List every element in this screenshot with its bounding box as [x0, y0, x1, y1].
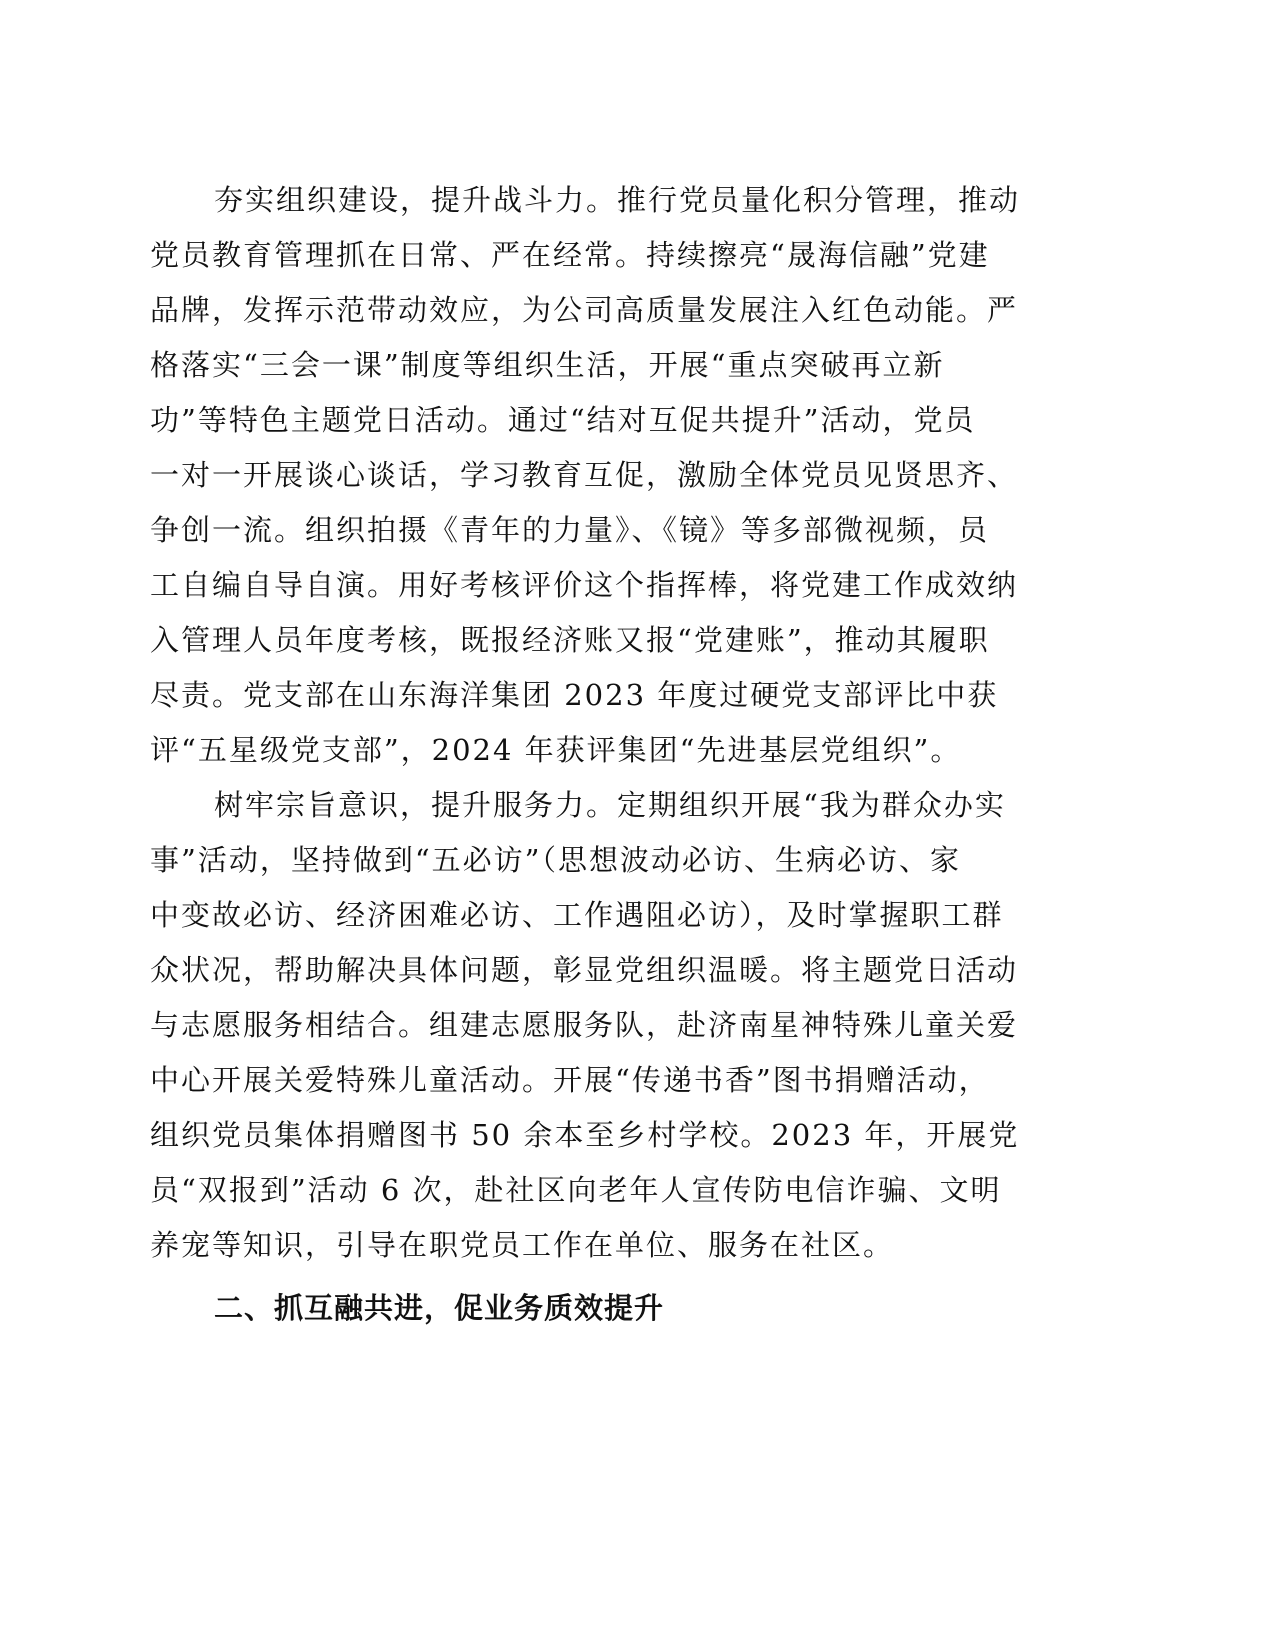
paragraph-2-line-5: 与志愿服务相结合。组建志愿服务队，赴济南星神特殊儿童关爱	[150, 1008, 1019, 1042]
paragraph-2-line-2: 事”活动，坚持做到“五必访”（思想波动必访、生病必访、家	[150, 843, 961, 877]
paragraph-1-line-1: 夯实组织建设，提升战斗力。推行党员量化积分管理，推动	[214, 183, 1021, 217]
paragraph-1-line-3: 品牌，发挥示范带动效应，为公司高质量发展注入红色动能。严	[150, 293, 1019, 327]
paragraph-1-line-7: 争创一流。组织拍摄《青年的力量》、《镜》等多部微视频，员	[150, 513, 990, 547]
paragraph-2-line-7: 组织党员集体捐赠图书 50 余本至乡村学校。2023 年，开展党	[150, 1118, 1020, 1152]
paragraph-1-line-8: 工自编自导自演。用好考核评价这个指挥棒，将党建工作成效纳	[150, 568, 1019, 602]
paragraph-2-line-3: 中变故必访、经济困难必访、工作遇阻必访），及时掌握职工群	[150, 898, 1004, 932]
paragraph-1-line-9: 入管理人员年度考核，既报经济账又报“党建账”，推动其履职	[150, 623, 990, 657]
paragraph-2-line-9: 养宠等知识，引导在职党员工作在单位、服务在社区。	[150, 1228, 895, 1262]
paragraph-1-line-11: 评“五星级党支部”，2024 年获评集团“先进基层党组织”。	[150, 733, 962, 767]
section-heading: 二、抓互融共进，促业务质效提升	[214, 1291, 665, 1325]
paragraph-1-line-10: 尽责。党支部在山东海洋集团 2023 年度过硬党支部评比中获	[150, 678, 999, 712]
paragraph-2-line-8: 员“双报到”活动 6 次，赴社区向老年人宣传防电信诈骗、文明	[150, 1173, 1002, 1207]
paragraph-2-line-6: 中心开展关爱特殊儿童活动。开展“传递书香”图书捐赠活动，	[150, 1063, 990, 1097]
paragraph-2-line-1: 树牢宗旨意识，提升服务力。定期组织开展“我为群众办实	[214, 788, 1006, 822]
paragraph-1-line-4: 格落实“三会一课”制度等组织生活，开展“重点突破再立新	[150, 348, 945, 382]
paragraph-1-line-2: 党员教育管理抓在日常、严在经常。持续擦亮“晟海信融”党建	[150, 238, 990, 272]
paragraph-1-line-5: 功”等特色主题党日活动。通过“结对互促共提升”活动，党员	[150, 403, 976, 437]
paragraph-2-line-4: 众状况，帮助解决具体问题，彰显党组织温暖。将主题党日活动	[150, 953, 1019, 987]
paragraph-1-line-6: 一对一开展谈心谈话，学习教育互促，激励全体党员见贤思齐、	[150, 458, 1019, 492]
